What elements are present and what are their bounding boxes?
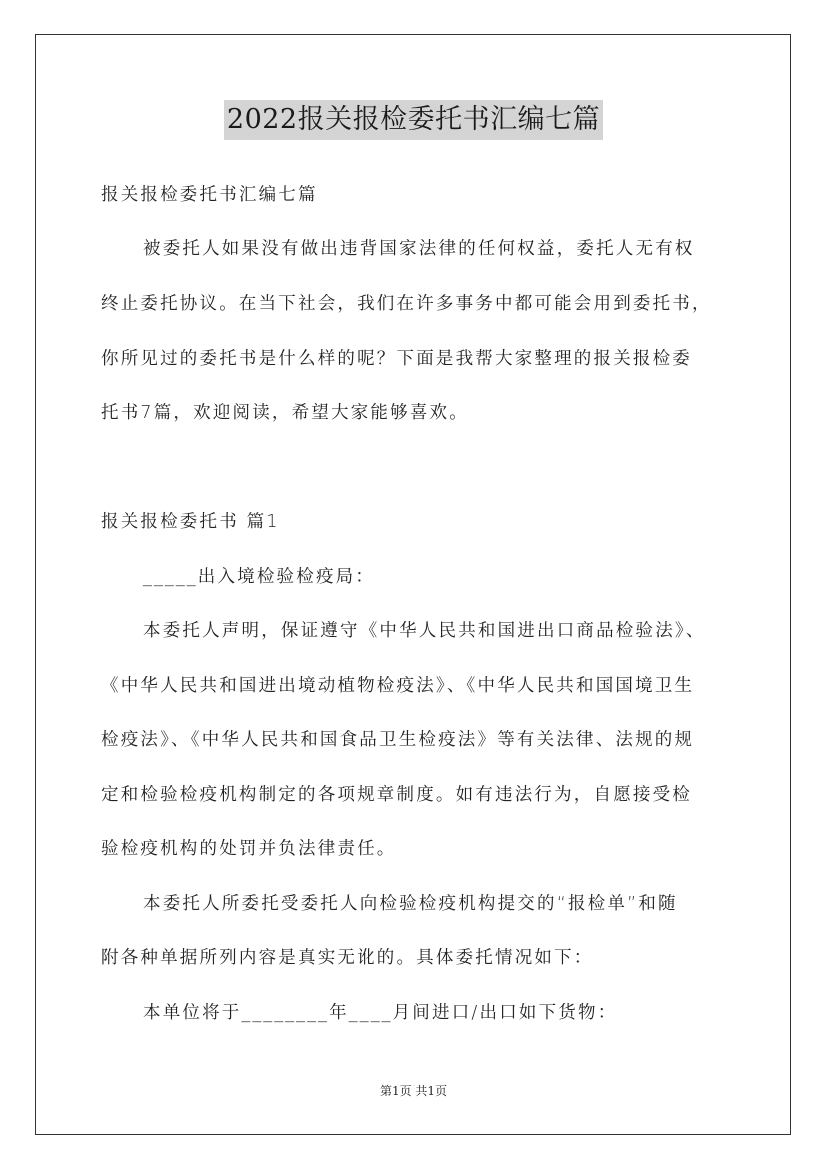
subtitle-line: 报关报检委托书汇编七篇: [101, 185, 318, 205]
paragraph-line: 附各种单据所列内容是真实无讹的。具体委托情况如下：: [101, 948, 594, 968]
paragraph-line: 被委托人如果没有做出违背国家法律的任何权益，委托人无有权: [143, 239, 695, 259]
addressee-line: _____出入境检验检疫局：: [143, 567, 376, 587]
paragraph-line: 本委托人声明，保证遵守《中华人民共和国进出口商品检验法》、: [143, 621, 706, 641]
page-footer: 第1页 共1页: [379, 1084, 448, 1098]
paragraph-line: 本委托人所委托受委托人向检验检疫机构提交的“报检单”和随: [143, 894, 678, 914]
paragraph-line: 验检疫机构的处罚并负法律责任。: [101, 839, 397, 859]
paragraph-line: 你所见过的委托书是什么样的呢？下面是我帮大家整理的报关报检委: [101, 349, 692, 369]
paragraph-line: 终止委托协议。在当下社会，我们在许多事务中都可能会用到委托书，: [101, 294, 712, 314]
paragraph-line: 定和检验检疫机构制定的各项规章制度。如有违法行为，自愿接受检: [101, 785, 692, 805]
paragraph-line: 托书7篇，欢迎阅读，希望大家能够喜欢。: [101, 403, 469, 423]
title-container: [0, 100, 827, 140]
document-title: 2022报关报检委托书汇编七篇: [224, 100, 603, 140]
paragraph-line: 检疫法》、《中华人民共和国食品卫生检疫法》等有关法律、法规的规: [101, 730, 695, 750]
section-heading: 报关报检委托书 篇1: [101, 512, 280, 532]
paragraph-line: 《中华人民共和国进出境动植物检疫法》、《中华人民共和国国境卫生: [101, 676, 695, 696]
paragraph-line: 本单位将于________年____月间进口/出口如下货物：: [143, 1003, 618, 1023]
